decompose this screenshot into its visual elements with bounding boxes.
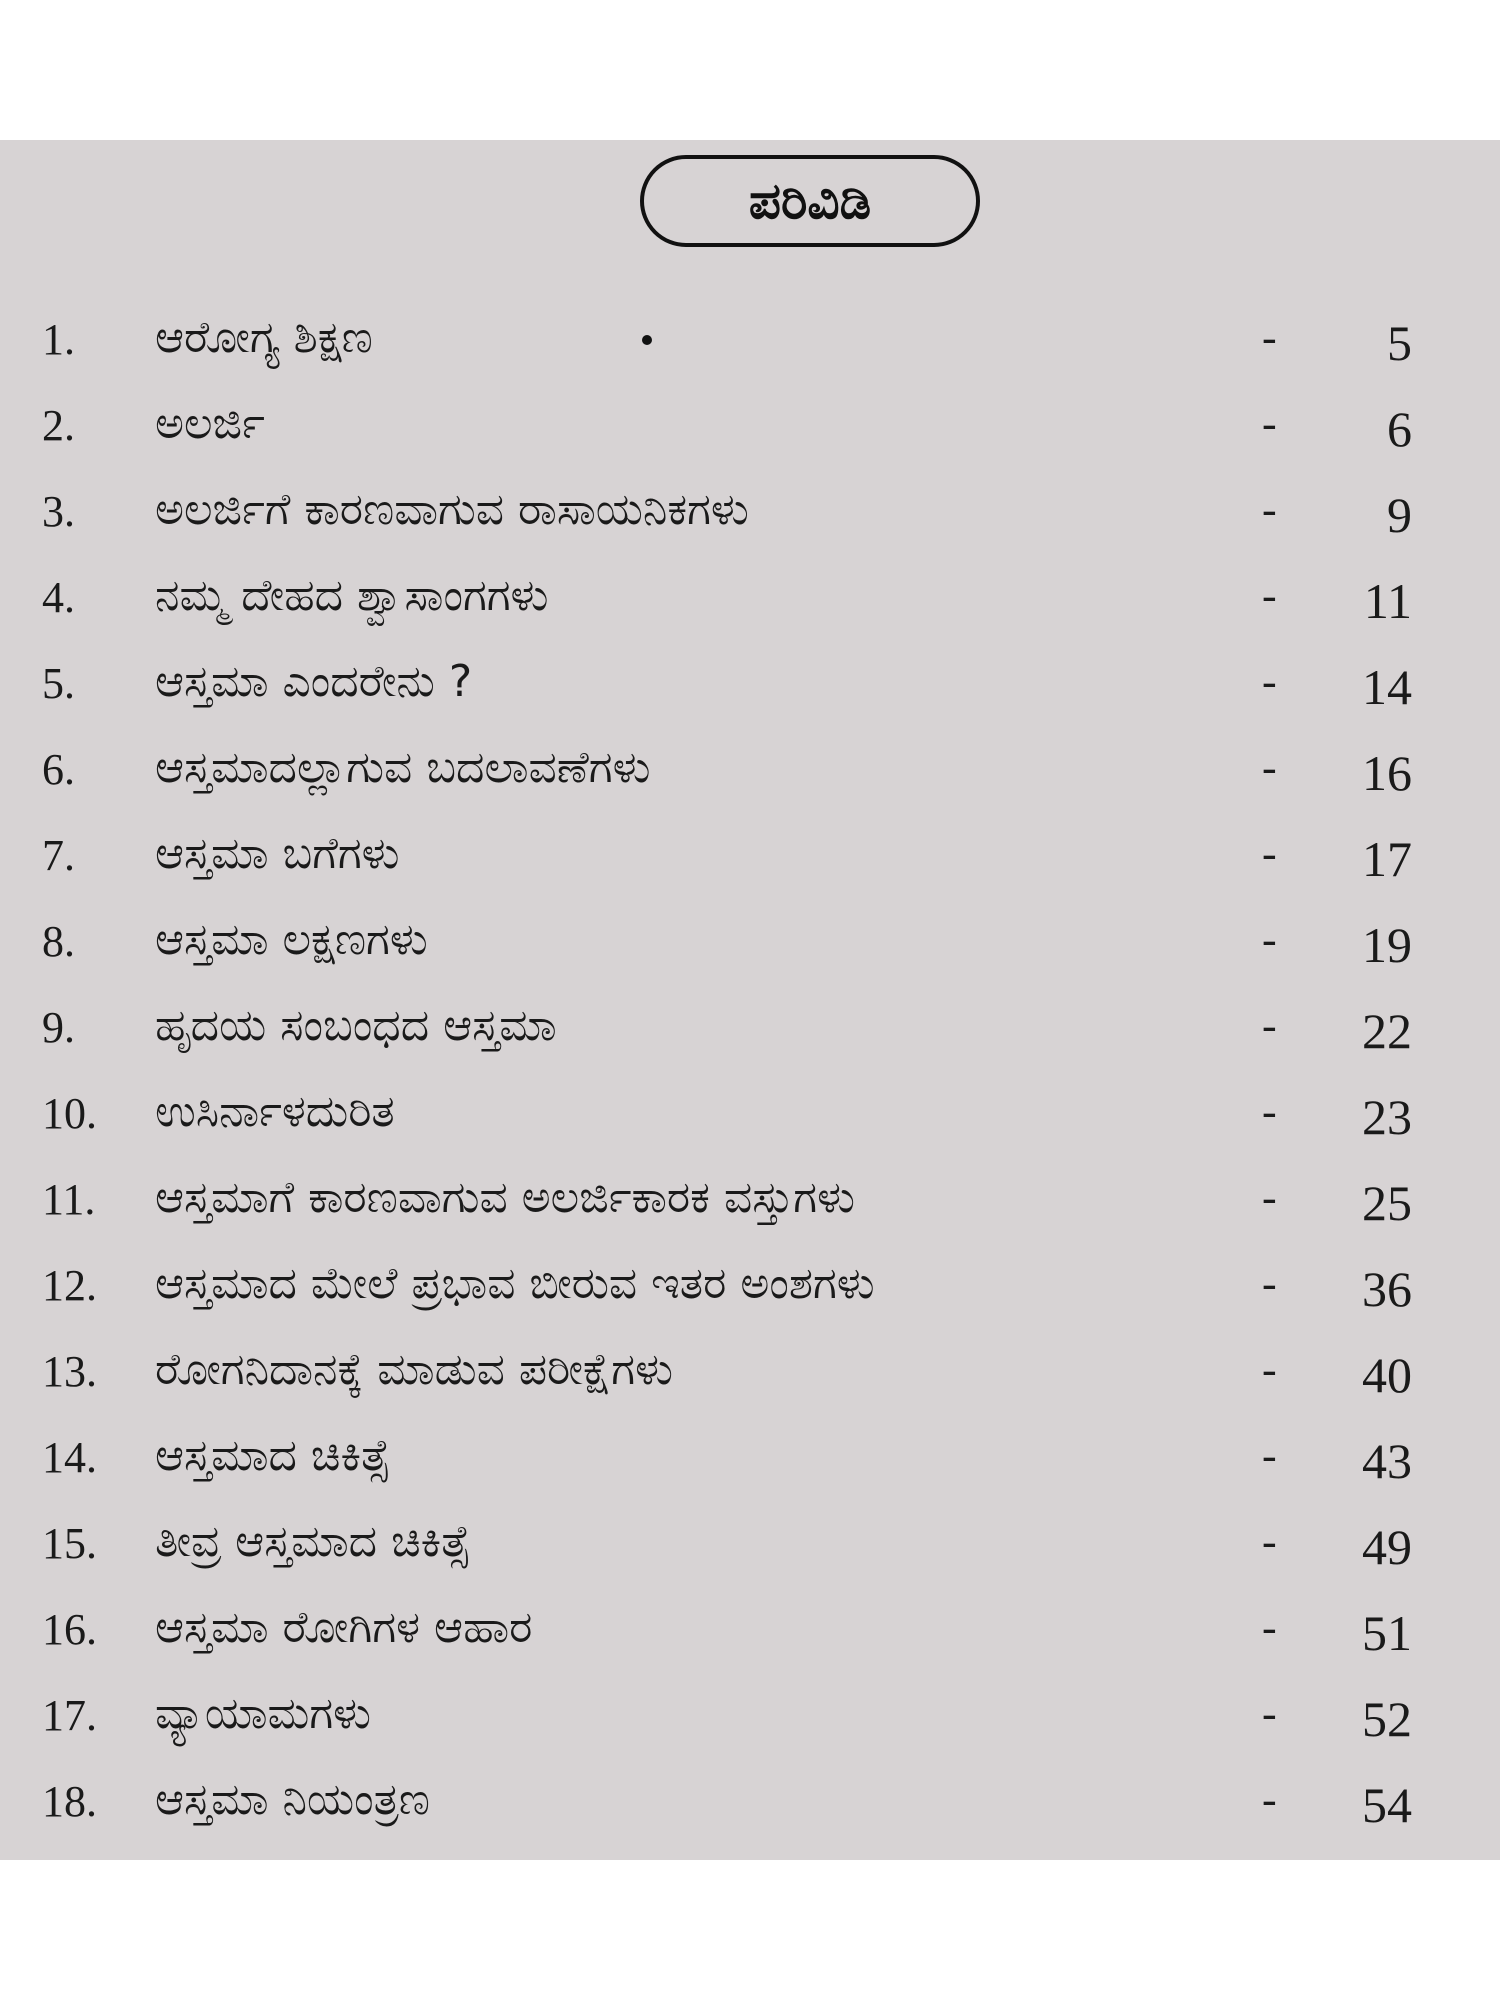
- entry-title: ಆಸ್ತಮಾ ರೋಗಿಗಳ ಆಹಾರ: [155, 1602, 533, 1653]
- entry-title: ಆಸ್ತಮಾ ನಿಯಂತ್ರಣ: [155, 1774, 430, 1825]
- entry-separator: -: [1262, 1259, 1277, 1308]
- entry-number: 12.: [42, 1261, 97, 1310]
- toc-entry: [0, 386, 1500, 472]
- toc-entry: [0, 1246, 1500, 1332]
- entry-page-number: 51: [1362, 1605, 1412, 1661]
- entry-separator: -: [1262, 915, 1277, 964]
- toc-entry: [0, 1160, 1500, 1246]
- toc-entry: [0, 1762, 1500, 1848]
- entry-number: 9.: [42, 1003, 75, 1052]
- entry-separator: -: [1262, 399, 1277, 448]
- entry-page-number: 25: [1362, 1175, 1412, 1231]
- entry-page-number: 5: [1387, 315, 1412, 371]
- entry-number: 5.: [42, 659, 75, 708]
- entry-title: ಆಸ್ತಮಾಗೆ ಕಾರಣವಾಗುವ ಅಲರ್ಜಿಕಾರಕ ವಸ್ತುಗಳು: [155, 1172, 855, 1223]
- entry-separator: -: [1262, 571, 1277, 620]
- entry-number: 15.: [42, 1519, 97, 1568]
- entry-separator: -: [1262, 657, 1277, 706]
- page-heading: ಪರಿವಿಡಿ: [640, 155, 980, 247]
- entry-page-number: 43: [1362, 1433, 1412, 1489]
- toc-entry: [0, 558, 1500, 644]
- toc-entry: [0, 1504, 1500, 1590]
- entry-page-number: 49: [1362, 1519, 1412, 1575]
- entry-number: 1.: [42, 315, 75, 364]
- entry-title: ಆಸ್ತಮಾದಲ್ಲಾಗುವ ಬದಲಾವಣೆಗಳು: [155, 742, 651, 793]
- entry-number: 10.: [42, 1089, 97, 1138]
- entry-title: ನಮ್ಮ ದೇಹದ ಶ್ವಾಸಾಂಗಗಳು: [155, 570, 549, 621]
- entry-separator: -: [1262, 313, 1277, 362]
- toc-entry: [0, 816, 1500, 902]
- toc-entry: [0, 988, 1500, 1074]
- entry-separator: -: [1262, 1345, 1277, 1394]
- entry-number: 17.: [42, 1691, 97, 1740]
- entry-separator: -: [1262, 1173, 1277, 1222]
- toc-entry: [0, 730, 1500, 816]
- entry-number: 13.: [42, 1347, 97, 1396]
- entry-number: 7.: [42, 831, 75, 880]
- entry-title: ಅಲರ್ಜಿ: [155, 398, 265, 449]
- entry-title: ಆಸ್ತಮಾದ ಚಿಕಿತ್ಸೆ: [155, 1430, 391, 1481]
- entry-title: ಆರೋಗ್ಯ ಶಿಕ್ಷಣ: [155, 312, 373, 363]
- entry-number: 4.: [42, 573, 75, 622]
- entry-page-number: 54: [1362, 1777, 1412, 1833]
- entry-page-number: 14: [1362, 659, 1412, 715]
- toc-entry: [0, 1074, 1500, 1160]
- entry-page-number: 23: [1362, 1089, 1412, 1145]
- entry-number: 18.: [42, 1777, 97, 1826]
- entry-title: ವ್ಯಾಯಾಮಗಳು: [155, 1688, 372, 1739]
- toc-entry: [0, 1418, 1500, 1504]
- entry-title: ಉಸಿರ್ನಾಳದುರಿತ: [155, 1086, 395, 1137]
- entry-page-number: 17: [1362, 831, 1412, 887]
- toc-entry: [0, 1590, 1500, 1676]
- entry-number: 16.: [42, 1605, 97, 1654]
- entry-page-number: 11: [1363, 573, 1412, 629]
- entry-title: ಆಸ್ತಮಾ ಬಗೆಗಳು: [155, 828, 400, 879]
- entry-separator: -: [1262, 1517, 1277, 1566]
- entry-separator: -: [1262, 743, 1277, 792]
- entry-title: ಆಸ್ತಮಾ ಲಕ್ಷಣಗಳು: [155, 914, 428, 965]
- entry-separator: -: [1262, 1775, 1277, 1824]
- entry-page-number: 22: [1362, 1003, 1412, 1059]
- entry-title: ಅಲರ್ಜಿಗೆ ಕಾರಣವಾಗುವ ರಾಸಾಯನಿಕಗಳು: [155, 484, 749, 535]
- toc-entry: [0, 300, 1500, 386]
- toc-entry: [0, 1332, 1500, 1418]
- entry-separator: -: [1262, 1431, 1277, 1480]
- entry-separator: -: [1262, 829, 1277, 878]
- entry-separator: -: [1262, 1001, 1277, 1050]
- entry-separator: -: [1262, 1087, 1277, 1136]
- entry-number: 3.: [42, 487, 75, 536]
- entry-title: ಆಸ್ತಮಾ ಎಂದರೇನು ?: [155, 656, 473, 707]
- entry-page-number: 9: [1387, 487, 1412, 543]
- entry-number: 14.: [42, 1433, 97, 1482]
- entry-separator: -: [1262, 1603, 1277, 1652]
- entry-number: 6.: [42, 745, 75, 794]
- entry-title: ಆಸ್ತಮಾದ ಮೇಲೆ ಪ್ರಭಾವ ಬೀರುವ ಇತರ ಅಂಶಗಳು: [155, 1258, 875, 1309]
- entry-page-number: 16: [1362, 745, 1412, 801]
- toc-entry: [0, 472, 1500, 558]
- toc-entry: [0, 1676, 1500, 1762]
- entry-page-number: 19: [1362, 917, 1412, 973]
- toc-entry: [0, 644, 1500, 730]
- entry-page-number: 6: [1387, 401, 1412, 457]
- entry-page-number: 40: [1362, 1347, 1412, 1403]
- entry-title: ಹೃದಯ ಸಂಬಂಧದ ಆಸ್ತಮಾ: [155, 1000, 557, 1051]
- entry-page-number: 52: [1362, 1691, 1412, 1747]
- entry-title: ತೀವ್ರ ಆಸ್ತಮಾದ ಚಿಕಿತ್ಸೆ: [155, 1516, 471, 1567]
- entry-separator: -: [1262, 1689, 1277, 1738]
- entry-number: 8.: [42, 917, 75, 966]
- entry-title: ರೋಗನಿದಾನಕ್ಕೆ ಮಾಡುವ ಪರೀಕ್ಷೆಗಳು: [155, 1344, 673, 1395]
- entry-number: 11.: [42, 1175, 96, 1224]
- entry-page-number: 36: [1362, 1261, 1412, 1317]
- entry-number: 2.: [42, 401, 75, 450]
- toc-entry: [0, 902, 1500, 988]
- entry-separator: -: [1262, 485, 1277, 534]
